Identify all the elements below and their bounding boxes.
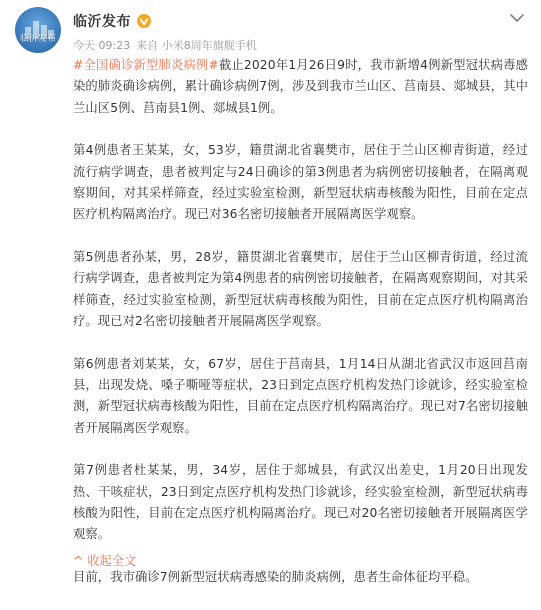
- avatar[interactable]: [15, 7, 61, 53]
- post-paragraph: [73, 55, 528, 119]
- hashtag-link[interactable]: #全国确诊新型肺炎病例#: [73, 58, 219, 72]
- post-paragraph: 目前，我市确诊7例新型冠状病毒感染的肺炎病例，患者生命体征均平稳。: [73, 570, 478, 585]
- author-row: [73, 11, 152, 31]
- post-paragraph: 第6例患者刘某某，女，67岁，居住于莒南县，1月14日从湖北省武汉市返回莒南县，出现发烧、嗓子嘶哑等症状，23日到定点医疗机构发热门诊就诊，经实验室检测，新型冠状病毒核酸为阳性，目前在定点医疗机构隔离治疗。现已对7名密切接触者开展隔离医学观察。: [73, 356, 528, 435]
- chevron-down-icon[interactable]: [508, 10, 526, 24]
- collapse-text-link[interactable]: ^ 收起全文: [73, 554, 137, 568]
- avatar-logo-text: 临沂发布: [19, 33, 56, 44]
- post-time[interactable]: 今天 09:23: [73, 39, 131, 52]
- post-source[interactable]: 来自 小米8周年旗舰手机: [136, 39, 257, 52]
- post-meta: [73, 37, 257, 53]
- author-name[interactable]: 临沂发布: [73, 14, 131, 30]
- post-content: [73, 55, 528, 610]
- post-paragraph: 第5例患者孙某，男，28岁，籍贯湖北省襄樊市，居住于兰山区柳青街道，经过流行病学调查，患者被判定为第4例患者的病例密切接触者，在隔离观察期间，对其采样筛查，经过实验室检测，新型冠状病毒核酸为阳性，目前在定点医疗机构隔离治疗。现已对2名密切接触者开展隔离医学观察。: [73, 250, 528, 328]
- post-paragraph: 第7例患者杜某某，男，34岁，居住于郯城县，有武汉出差史，1月20日出现发热、干咳症状，23日到定点医疗机构发热门诊就诊，经实验室检测，新型冠状病毒核酸为阳性，目前在定点医疗机构隔离治疗。现已对20名密切接触者开展隔离医学观察。: [73, 463, 528, 542]
- post-paragraph: 第4例患者王某某，女，53岁，籍贯湖北省襄樊市，居住于兰山区柳青街道，经过流行病学调查，患者被判定与24日确诊的第3例患者为病例密切接触者，在隔离观察期间，对其采样筛查，经过实验室检测，新型冠状病毒核酸为阳性，目前在定点医疗机构隔离治疗。现已对36名密切接触者开展隔离医学观察。: [73, 143, 528, 222]
- post-paragraph-text: 截止2020年1月26日9时，我市新增4例新型冠状病毒感染的肺炎确诊病例，累计确诊病例7例，涉及到我市兰山区、莒南县、郯城县，其中兰山区5例、莒南县1例、郯城县1例。: [73, 58, 529, 115]
- verified-badge-icon: [136, 13, 152, 29]
